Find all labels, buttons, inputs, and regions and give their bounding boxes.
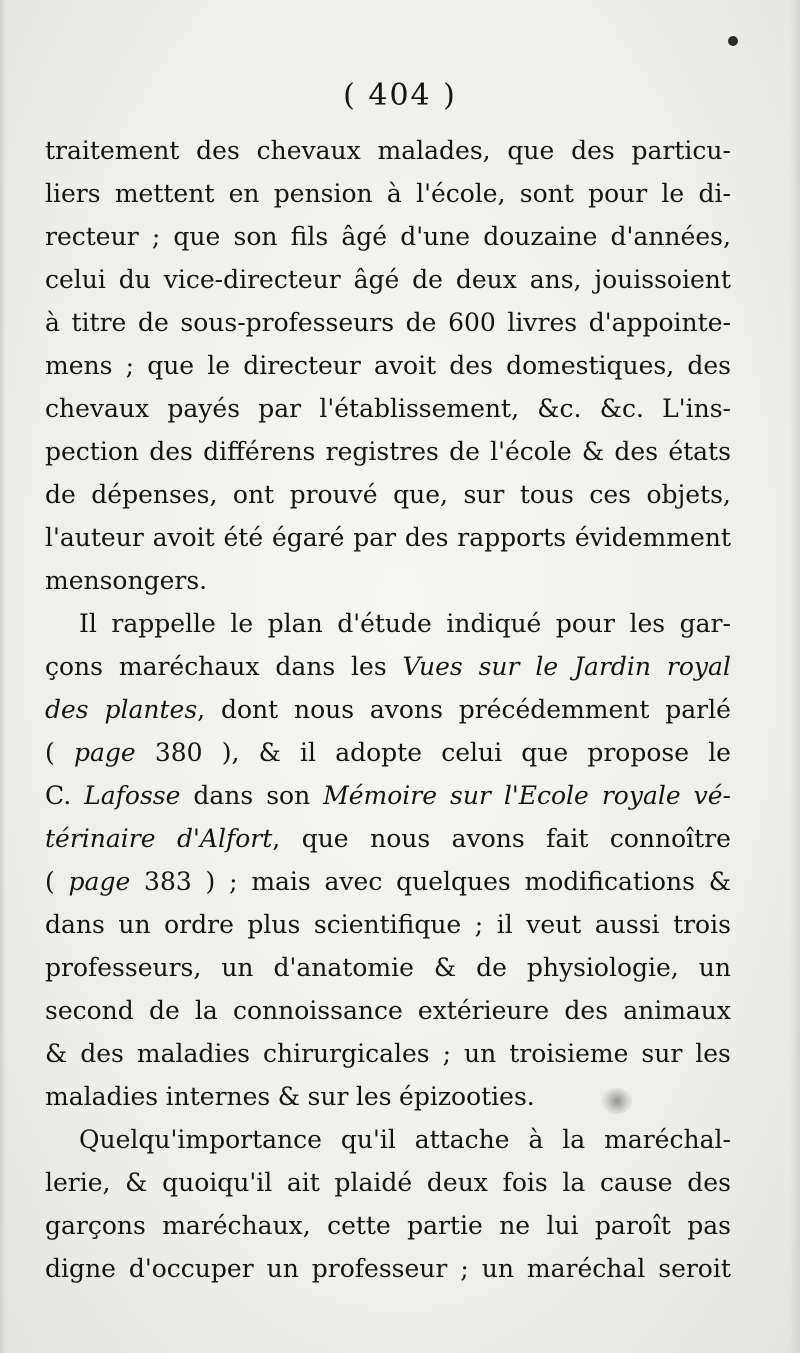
word: L'ins-: [662, 394, 731, 423]
word: sont: [519, 179, 574, 208]
word: que,: [393, 480, 448, 509]
word: fois: [502, 1168, 548, 1197]
word: des: [614, 437, 659, 466]
word: vice-directeur: [163, 265, 341, 294]
word: d'anatomie: [273, 953, 414, 982]
word: di-: [698, 179, 731, 208]
ink-spot: [728, 36, 738, 46]
word: pour: [588, 179, 648, 208]
text-line: [45, 817, 731, 860]
word: chirurgicales: [263, 1039, 430, 1068]
word: seroit: [658, 1254, 731, 1283]
word: l'établissement,: [319, 394, 520, 423]
word: aussi: [594, 910, 660, 939]
word: attache: [414, 1125, 510, 1154]
word: un: [698, 953, 731, 982]
word: ans,: [529, 265, 582, 294]
word: de: [476, 953, 507, 982]
word: particu-: [631, 136, 731, 165]
word: professeurs,: [45, 953, 202, 982]
word: rappelle: [111, 609, 216, 638]
text-line: [45, 215, 731, 258]
word: pection: [45, 437, 139, 466]
word: maréchaux: [118, 652, 260, 681]
word: un: [266, 1254, 299, 1283]
word: que: [301, 824, 349, 853]
word: qu'il: [340, 1125, 396, 1154]
word: vé-: [693, 781, 731, 810]
word: (: [45, 867, 55, 896]
word: douzaine: [483, 222, 598, 251]
word: d'Alfort,: [177, 824, 281, 853]
word: épizooties.: [399, 1082, 535, 1111]
word: son: [266, 781, 311, 810]
word: avons: [369, 695, 443, 724]
word: celui: [45, 265, 106, 294]
word: indiqué: [446, 609, 542, 638]
word: des: [571, 136, 615, 165]
word: il: [300, 738, 317, 767]
word: deux: [455, 265, 517, 294]
word: des: [404, 523, 449, 552]
text-line: [45, 1118, 731, 1161]
word: prouvé: [289, 480, 378, 509]
word: Mémoire: [323, 781, 438, 810]
word: été: [223, 523, 264, 552]
word: pour: [555, 609, 615, 638]
word: Quelqu'importance: [79, 1125, 322, 1154]
word: que: [147, 351, 195, 380]
word: fils: [290, 222, 329, 251]
word: propose: [587, 738, 690, 767]
text-line: [45, 688, 731, 731]
text-line: [45, 1247, 731, 1290]
word: ): [205, 867, 216, 896]
word: âgé: [353, 265, 400, 294]
word: professeur: [311, 1254, 448, 1283]
word: C.: [45, 781, 72, 810]
word: de: [412, 265, 443, 294]
word: objets,: [646, 480, 731, 509]
text-line: [45, 430, 731, 473]
word: parlé: [665, 695, 731, 724]
word: sur: [307, 1082, 349, 1111]
word: évidemment: [574, 523, 731, 552]
text-line: [45, 989, 731, 1032]
word: d'appointe-: [588, 308, 731, 337]
word: physiologie,: [526, 953, 679, 982]
word: second: [45, 996, 134, 1025]
word: domestiques,: [506, 351, 675, 380]
word: lui: [546, 1211, 579, 1240]
word: des: [45, 695, 89, 724]
word: plus: [247, 910, 301, 939]
word: maréchal-: [604, 1125, 731, 1154]
word: garçons: [45, 1211, 146, 1240]
word: scientifique: [313, 910, 462, 939]
word: Vues: [402, 652, 463, 681]
word: tous: [519, 480, 574, 509]
word: troisieme: [509, 1039, 629, 1068]
text-line: [45, 172, 731, 215]
word: payés: [167, 394, 241, 423]
word: précédemment: [458, 695, 650, 724]
word: des: [149, 437, 193, 466]
word: mais: [251, 867, 311, 896]
word: des: [564, 996, 609, 1025]
word: connoître: [609, 824, 731, 853]
word: le: [230, 609, 254, 638]
word: de: [405, 308, 437, 337]
word: ),: [221, 738, 240, 767]
word: un: [464, 1039, 497, 1068]
word: un: [118, 910, 151, 939]
word: de: [148, 996, 180, 1025]
word: pension: [273, 179, 373, 208]
word: dont: [220, 695, 279, 724]
word: çons: [45, 652, 103, 681]
word: cette: [327, 1211, 391, 1240]
word: ordre: [164, 910, 234, 939]
text-line: [45, 516, 731, 559]
word: &: [45, 1039, 68, 1068]
word: térinaire: [45, 824, 156, 853]
word: plantes,: [104, 695, 206, 724]
word: paroît: [594, 1211, 671, 1240]
word: ;: [460, 1254, 469, 1283]
word: avoit: [374, 351, 437, 380]
word: avons: [451, 824, 525, 853]
word: ces: [589, 480, 631, 509]
word: maréchaux,: [162, 1211, 311, 1240]
word: que: [173, 222, 221, 251]
page-number: ( 404 ): [343, 78, 457, 113]
word: &c.: [537, 394, 582, 423]
word: mens: [45, 351, 113, 380]
word: d'années,: [610, 222, 731, 251]
word: le: [708, 738, 731, 767]
word: registres: [325, 437, 439, 466]
word: d'occuper: [128, 1254, 254, 1283]
word: adopte: [335, 738, 423, 767]
word: dépenses,: [91, 480, 218, 509]
word: les: [351, 652, 387, 681]
text-line: [45, 645, 731, 688]
word: dans: [275, 652, 336, 681]
page-edge-shadow-left: [0, 0, 6, 1353]
word: page: [68, 867, 131, 896]
text-line: [45, 559, 731, 602]
word: sur: [450, 781, 491, 810]
word: un: [481, 1254, 514, 1283]
text-line: [45, 860, 731, 903]
word: mettent: [114, 179, 215, 208]
word: de: [137, 308, 169, 337]
text-line: [45, 1161, 731, 1204]
word: la: [562, 1168, 586, 1197]
word: de: [449, 437, 480, 466]
word: à: [45, 308, 60, 337]
word: un: [221, 953, 254, 982]
word: Lafosse: [84, 781, 181, 810]
word: &: [258, 738, 281, 767]
word: chevaux: [256, 136, 361, 165]
word: royal: [666, 652, 731, 681]
word: rapports: [457, 523, 567, 552]
word: celui: [441, 738, 503, 767]
word: recteur: [45, 222, 139, 251]
word: page: [73, 738, 136, 767]
text-line: [45, 387, 731, 430]
text-line: [45, 774, 731, 817]
word: modifications: [524, 867, 695, 896]
word: quoiqu'il: [162, 1168, 273, 1197]
word: d'étude: [337, 609, 432, 638]
word: malades,: [377, 136, 491, 165]
word: la: [562, 1125, 586, 1154]
word: ait: [286, 1168, 320, 1197]
word: ;: [474, 910, 484, 939]
word: d'une: [400, 222, 471, 251]
word: &: [125, 1168, 148, 1197]
word: plan: [267, 609, 323, 638]
word: dans: [193, 781, 254, 810]
word: que: [521, 738, 569, 767]
word: maréchal: [526, 1254, 646, 1283]
text-line: [45, 473, 731, 516]
word: extérieure: [417, 996, 550, 1025]
word: le: [535, 652, 559, 681]
word: mensongers.: [45, 566, 208, 595]
text-line: [45, 731, 731, 774]
word: 600: [448, 308, 496, 337]
word: traitement: [45, 136, 180, 165]
word: les: [629, 609, 666, 638]
word: trois: [673, 910, 731, 939]
word: livres: [507, 308, 578, 337]
word: sous-professeurs: [180, 308, 395, 337]
word: cause: [599, 1168, 673, 1197]
word: quelques: [396, 867, 511, 896]
word: âgé: [341, 222, 388, 251]
word: les: [695, 1039, 731, 1068]
word: le: [207, 351, 231, 380]
word: chevaux: [45, 394, 150, 423]
word: dans: [45, 910, 105, 939]
word: l'auteur: [45, 523, 144, 552]
word: différens: [203, 437, 316, 466]
word: sur: [463, 480, 505, 509]
word: par: [353, 523, 397, 552]
word: des: [196, 136, 240, 165]
word: &: [433, 953, 457, 982]
word: titre: [71, 308, 127, 337]
word: l'école,: [416, 179, 506, 208]
word: directeur: [243, 351, 361, 380]
page-edge-shadow-right: [790, 0, 800, 1353]
word: Jardin: [574, 652, 652, 681]
word: jouissoient: [594, 265, 731, 294]
word: Il: [79, 609, 97, 638]
text-line: [45, 1032, 731, 1075]
word: l'école: [490, 437, 572, 466]
word: partie: [407, 1211, 483, 1240]
text-line: [45, 903, 731, 946]
word: ont: [232, 480, 275, 509]
word: nous: [370, 824, 431, 853]
word: 383: [144, 867, 192, 896]
text-line: [45, 1075, 731, 1118]
word: à: [528, 1125, 544, 1154]
word: fait: [546, 824, 589, 853]
word: le: [661, 179, 685, 208]
word: états: [668, 437, 731, 466]
word: ;: [151, 222, 161, 251]
word: des: [80, 1039, 124, 1068]
word: sur: [641, 1039, 683, 1068]
text-line: [45, 258, 731, 301]
word: sur: [478, 652, 520, 681]
body-text: [45, 129, 731, 1290]
word: maladies: [136, 1039, 251, 1068]
word: (: [45, 738, 55, 767]
word: que: [507, 136, 555, 165]
word: des: [449, 351, 493, 380]
word: connoissance: [232, 996, 403, 1025]
word: &: [581, 437, 605, 466]
word: 380: [154, 738, 203, 767]
word: internes: [165, 1082, 271, 1111]
word: nous: [293, 695, 355, 724]
word: deux: [426, 1168, 488, 1197]
word: de: [45, 480, 76, 509]
word: son: [233, 222, 278, 251]
word: ne: [499, 1211, 531, 1240]
word: lerie,: [45, 1168, 111, 1197]
word: les: [355, 1082, 392, 1111]
word: des: [687, 351, 731, 380]
word: du: [118, 265, 151, 294]
text-line: [45, 602, 731, 645]
text-line: [45, 129, 731, 172]
word: la: [194, 996, 218, 1025]
word: digne: [45, 1254, 116, 1283]
text-line: [45, 344, 731, 387]
word: des: [687, 1168, 731, 1197]
word: avoit: [152, 523, 215, 552]
word: &: [708, 867, 731, 896]
word: à: [386, 179, 402, 208]
word: royale: [601, 781, 681, 810]
word: il: [496, 910, 513, 939]
word: avec: [324, 867, 383, 896]
text-line: [45, 301, 731, 344]
word: &: [277, 1082, 301, 1111]
word: animaux: [623, 996, 731, 1025]
word: ;: [442, 1039, 452, 1068]
word: maladies: [45, 1082, 159, 1111]
word: égaré: [271, 523, 345, 552]
word: en: [228, 179, 260, 208]
word: par: [258, 394, 302, 423]
word: l'Ecole: [503, 781, 589, 810]
word: veut: [526, 910, 582, 939]
word: liers: [45, 179, 101, 208]
text-line: [45, 946, 731, 989]
word: ;: [125, 351, 135, 380]
text-line: [45, 1204, 731, 1247]
word: plaidé: [334, 1168, 413, 1197]
word: ;: [229, 867, 238, 896]
word: &c.: [599, 394, 644, 423]
word: gar-: [679, 609, 731, 638]
word: pas: [687, 1211, 731, 1240]
